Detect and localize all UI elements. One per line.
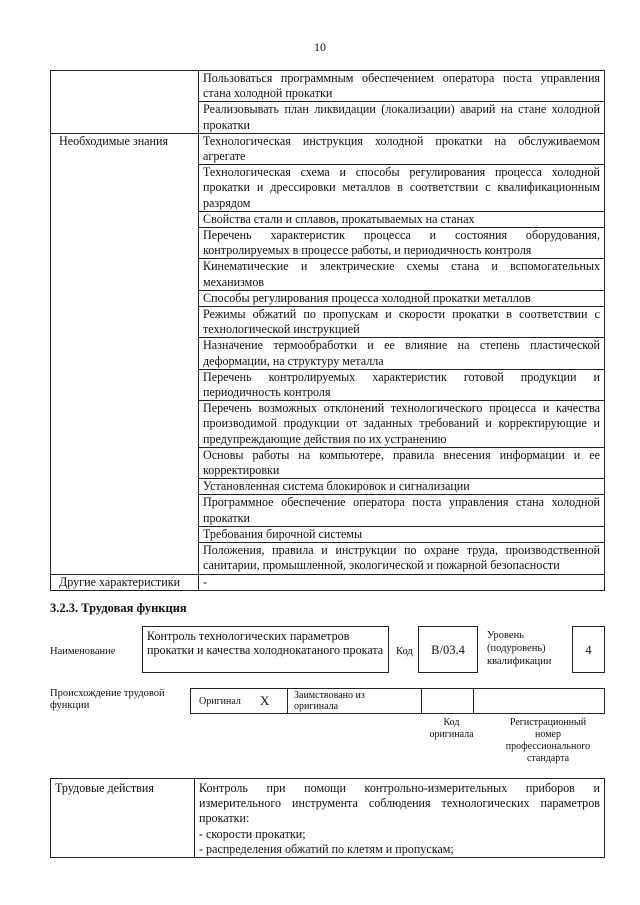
requirement-text: Основы работы на компьютере, правила внесения информации и ее корректировки: [199, 447, 605, 478]
name-label: Наименование: [50, 646, 116, 657]
requirement-text: Перечень возможных отклонений технологического процесса и качества производимой продукции от заданных требований и корректирующие и предупреждающие действия по их устранению: [199, 401, 605, 448]
requirement-text: Назначение термообработки и ее влияние на степень пластической деформации, на структуру металла: [199, 338, 605, 369]
registration-caption-line: номер: [535, 729, 561, 740]
level-label-line: Уровень: [487, 630, 524, 641]
labor-actions-text: [195, 779, 605, 858]
function-code-box: B/03.4: [418, 626, 478, 673]
labor-actions-label: Трудовые действия: [51, 779, 195, 858]
page-number: 10: [314, 40, 326, 54]
requirements-table: [50, 70, 605, 591]
labor-actions-table: [50, 778, 605, 858]
requirement-text: Режимы обжатий по пропускам и скорости прокатки в соответствии с технологической инструкцией: [199, 307, 605, 338]
level-label-line: (подуровень): [487, 643, 546, 654]
labor-action-line: Контроль при помощи контрольно-измерительных приборов и измерительного инструмента соблюдения технологических параметров прокатки:: [199, 781, 600, 826]
requirement-text: Пользоваться программным обеспечением оператора поста управления стана холодной прокатки: [199, 71, 605, 102]
original-mark: X: [260, 693, 270, 708]
borrowed-text-line: Заимствовано из: [294, 690, 365, 701]
code-caption-line: оригинала: [429, 729, 474, 740]
origin-label-line: Происхождение трудовой: [50, 688, 165, 699]
code-label: Код: [396, 646, 413, 657]
requirement-label: Другие характеристики: [51, 574, 199, 590]
requirement-text: Свойства стали и сплавов, прокатываемых на станах: [199, 211, 605, 227]
labor-action-line: - скорости прокатки;: [199, 826, 306, 841]
requirement-text: Технологическая инструкция холодной прокатки на обслуживаемом агрегате: [199, 133, 605, 164]
function-name-box: Контроль технологических параметров прокатки и качества холоднокатаного проката: [142, 626, 389, 673]
borrowed-text-line: оригинала: [294, 701, 339, 712]
table-row: [51, 779, 605, 858]
requirement-text: Установленная система блокировок и сигнализации: [199, 479, 605, 495]
requirement-label: Необходимые знания: [51, 133, 199, 574]
level-label: [487, 629, 551, 668]
registration-caption: [492, 717, 604, 765]
table-row: [51, 574, 605, 590]
origin-label: [50, 688, 165, 712]
registration-caption-line: Регистрационный: [509, 717, 587, 728]
original-text: Оригинал: [199, 696, 241, 707]
level-value-box: 4: [572, 626, 605, 673]
requirement-text: Кинематические и электрические схемы стана и вспомогательных механизмов: [199, 259, 605, 290]
requirement-text: Программное обеспечение оператора поста управления стана холодной прокатки: [199, 495, 605, 526]
origin-row: [190, 688, 605, 714]
original-cell: [190, 688, 288, 714]
code-caption-line: Код: [443, 717, 460, 728]
labor-action-line: - распределения обжатий по клетям и пропускам;: [199, 841, 454, 856]
section-heading: 3.2.3. Трудовая функция: [50, 601, 187, 615]
requirement-text: Перечень контролируемых характеристик готовой продукции и периодичность контроля: [199, 369, 605, 400]
original-code-cell: [421, 688, 474, 714]
requirement-label: [51, 71, 199, 134]
level-label-line: квалификации: [487, 656, 552, 667]
borrowed-text: [294, 690, 365, 712]
origin-label-line: функции: [50, 700, 90, 711]
borrowed-cell: [287, 688, 422, 714]
requirement-text: Способы регулирования процесса холодной прокатки металлов: [199, 290, 605, 306]
requirement-text: Технологическая схема и способы регулирования процесса холодной прокатки и дрессировки металлов в соответствии с квалификационным разрядом: [199, 165, 605, 212]
table-row: [51, 71, 605, 102]
requirement-text: Реализовывать план ликвидации (локализации) аварий на стане холодной прокатки: [199, 102, 605, 133]
registration-caption-line: стандарта: [526, 753, 570, 764]
requirement-text: -: [199, 574, 605, 590]
requirement-text: Перечень характеристик процесса и состояния оборудования, контролируемых в процессе работы, и периодичность контроля: [199, 228, 605, 259]
code-caption: [424, 717, 479, 741]
registration-caption-line: профессионального: [505, 741, 591, 752]
requirement-text: Положения, правила и инструкции по охране труда, производственной санитарии, промышленной, экологической и пожарной безопасности: [199, 543, 605, 574]
requirement-text: Требования бирочной системы: [199, 526, 605, 542]
table-row: [51, 133, 605, 164]
registration-number-cell: [473, 688, 605, 714]
